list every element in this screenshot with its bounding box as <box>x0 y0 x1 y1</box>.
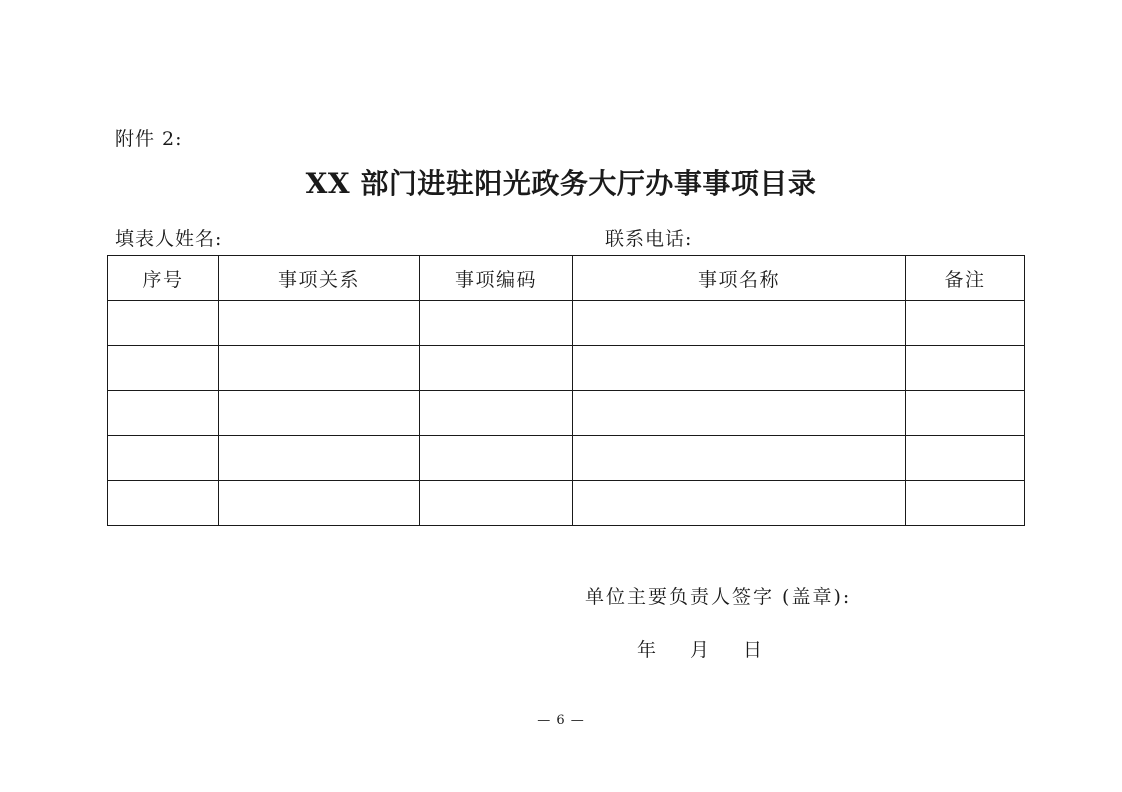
table-cell <box>108 436 219 481</box>
table-cell <box>420 481 573 526</box>
signature-label: 单位主要负责人签字 (盖章): <box>585 586 852 608</box>
document-title: XX 部门进驻阳光政务大厅办事事项目录 <box>305 167 817 200</box>
table-cell <box>420 391 573 436</box>
table-cell <box>108 481 219 526</box>
table-cell <box>420 436 573 481</box>
date-day-label: 日 <box>743 639 763 661</box>
header-item-relation: 事项关系 <box>219 256 420 301</box>
table-cell <box>108 346 219 391</box>
table-row <box>108 481 1025 526</box>
page-number: — 6 — <box>537 713 585 728</box>
table-cell <box>906 391 1025 436</box>
date-month-label: 月 <box>690 639 710 661</box>
table-cell <box>906 436 1025 481</box>
table-cell <box>219 391 420 436</box>
table-row <box>108 346 1025 391</box>
table-cell <box>573 346 906 391</box>
table-cell <box>420 346 573 391</box>
table-cell <box>906 301 1025 346</box>
header-item-name: 事项名称 <box>573 256 906 301</box>
table-row <box>108 391 1025 436</box>
table-cell <box>906 481 1025 526</box>
table-cell <box>219 346 420 391</box>
table-cell <box>108 301 219 346</box>
items-catalog-table <box>107 255 1025 526</box>
header-item-code: 事项编码 <box>420 256 573 301</box>
table-cell <box>420 301 573 346</box>
table-cell <box>219 481 420 526</box>
table-cell <box>573 481 906 526</box>
table-cell <box>573 391 906 436</box>
attachment-label: 附件 2: <box>115 128 183 150</box>
contact-phone-label: 联系电话: <box>605 228 693 250</box>
header-serial-number: 序号 <box>108 256 219 301</box>
header-remarks: 备注 <box>906 256 1025 301</box>
table-cell <box>573 436 906 481</box>
date-year-label: 年 <box>637 639 657 661</box>
table-row <box>108 436 1025 481</box>
filler-name-label: 填表人姓名: <box>115 228 223 250</box>
table-row <box>108 301 1025 346</box>
table-header-row <box>108 256 1025 301</box>
date-line <box>637 635 762 662</box>
table-cell <box>219 301 420 346</box>
table-cell <box>219 436 420 481</box>
table-cell <box>108 391 219 436</box>
table-cell <box>906 346 1025 391</box>
table-cell <box>573 301 906 346</box>
